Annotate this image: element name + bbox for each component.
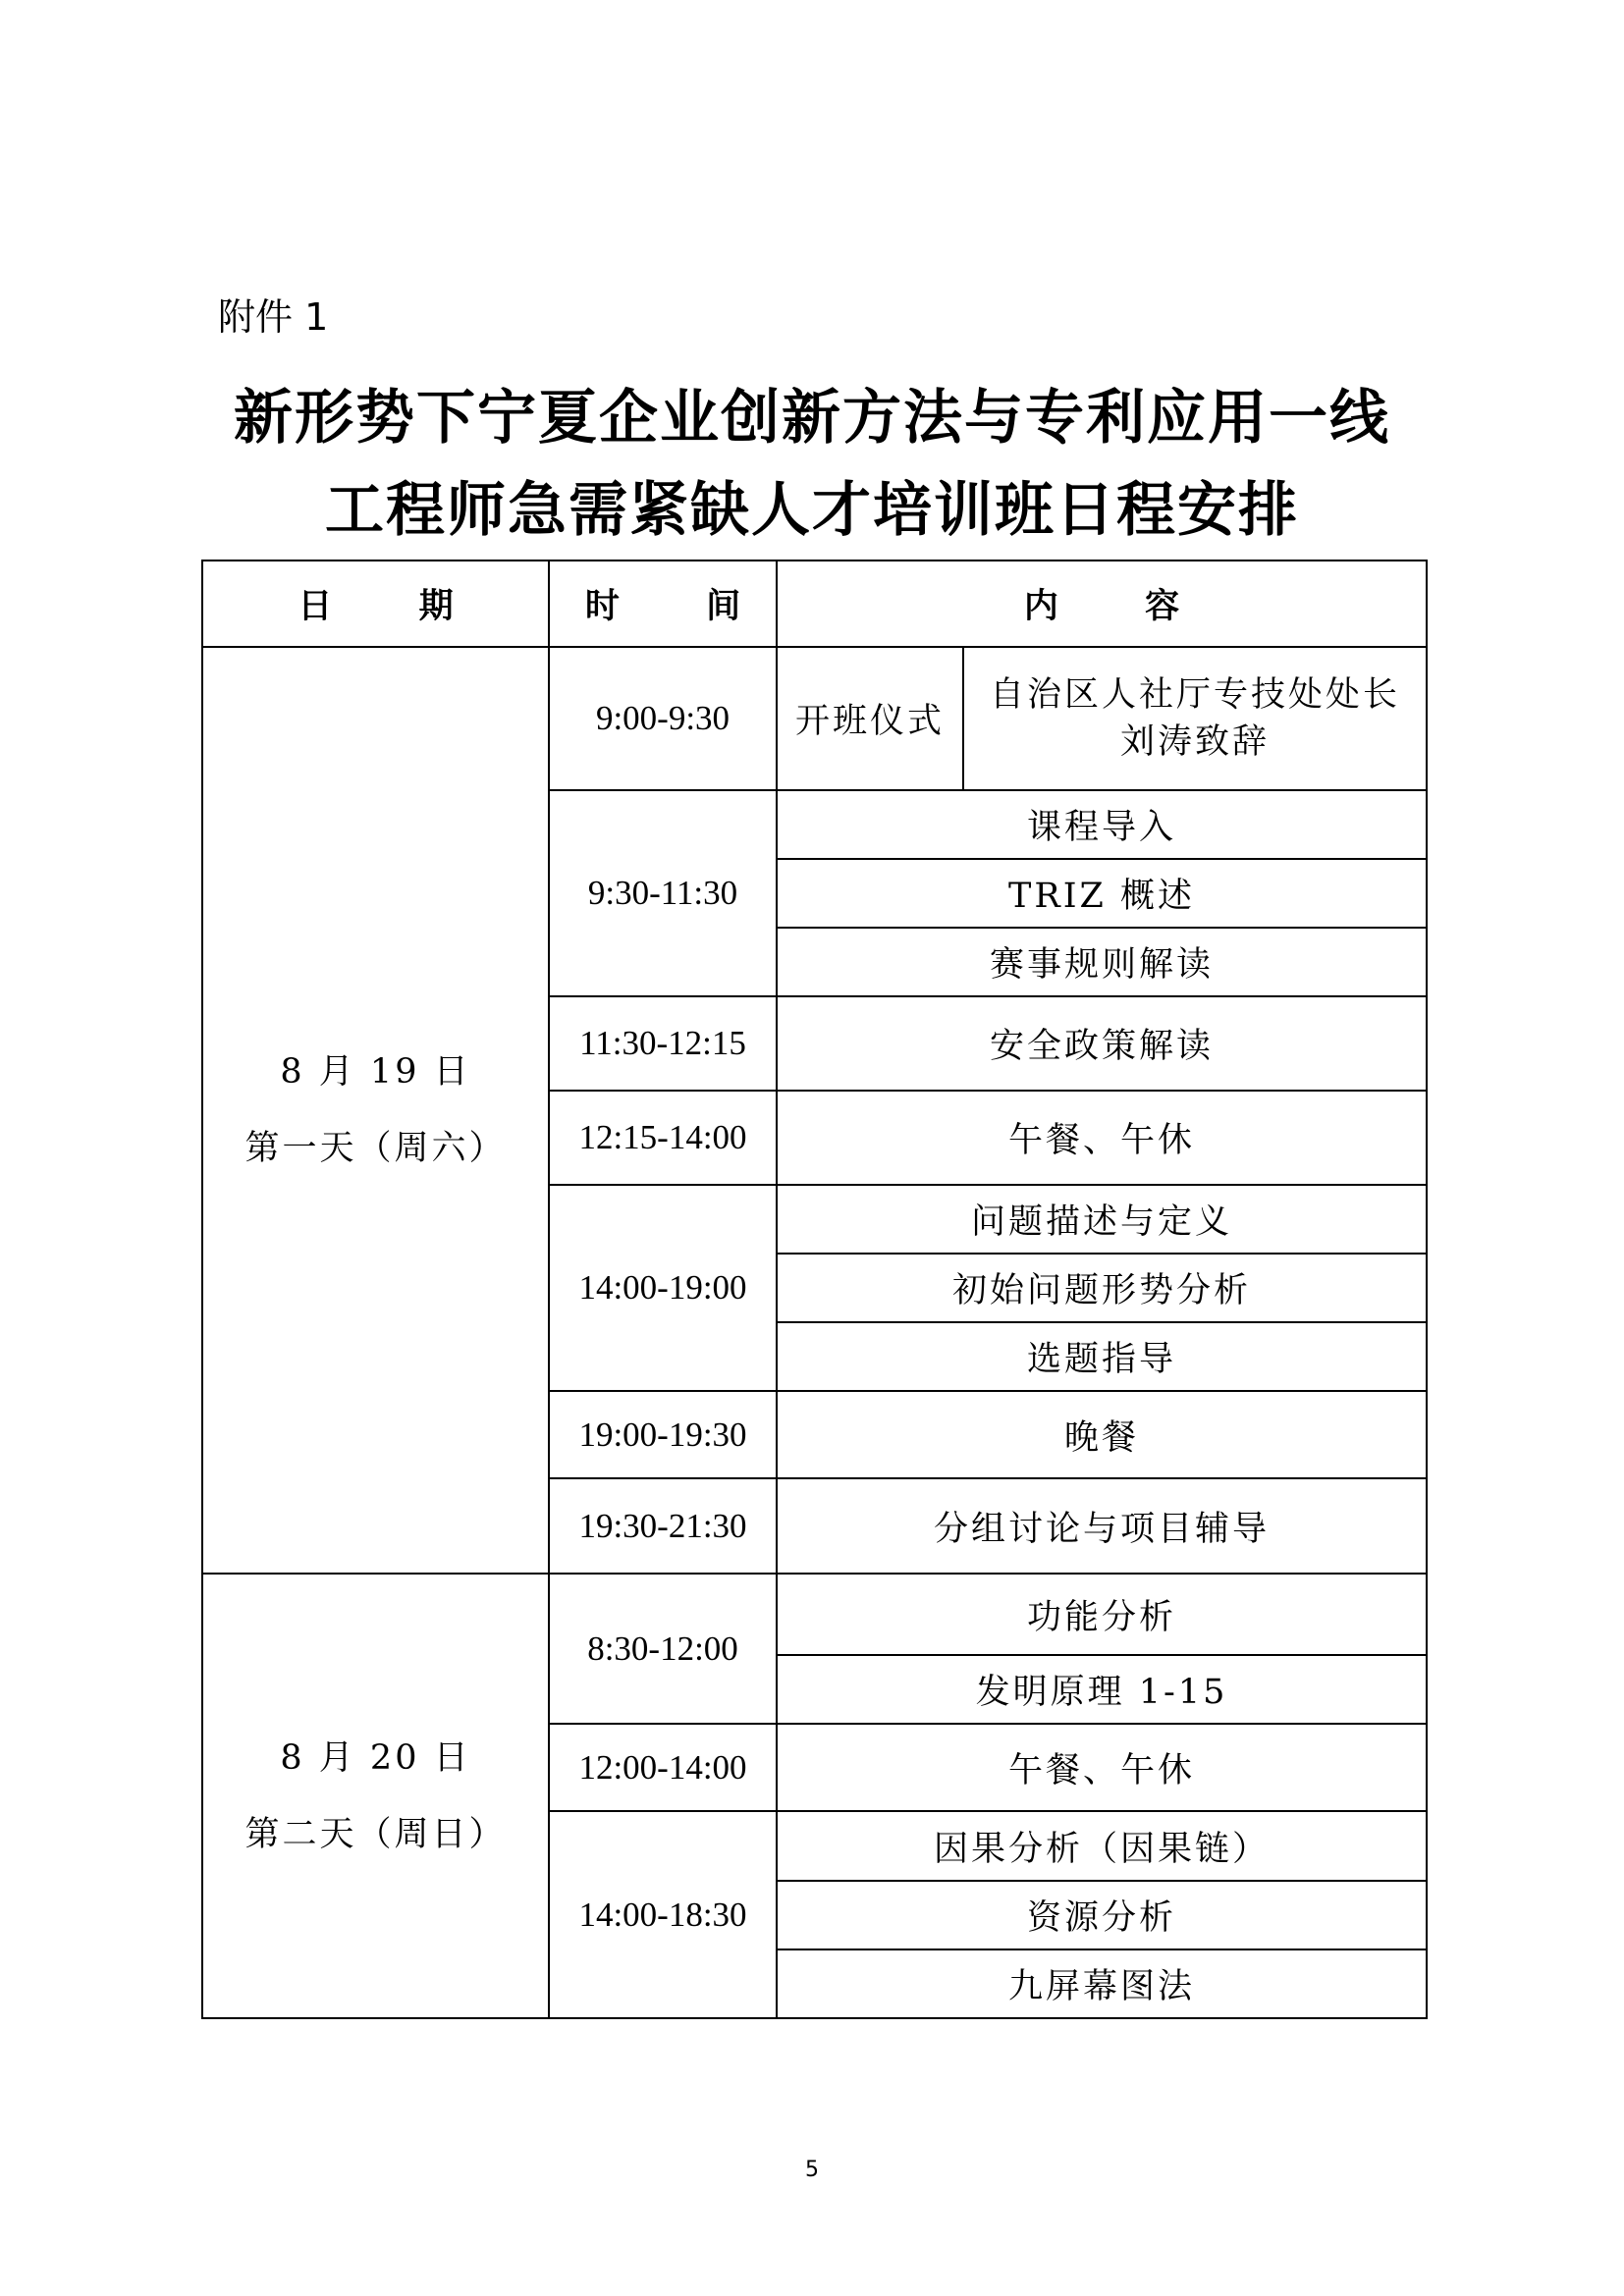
day2-date: 8 月 20 日: [280, 1737, 471, 1778]
day1-date-cell: [202, 647, 549, 1574]
time-cell: 9:30-11:30: [549, 790, 777, 996]
schedule-table: [201, 560, 1428, 2019]
time-cell: 12:00-14:00: [549, 1724, 777, 1811]
day1-date: 8 月 19 日: [280, 1052, 471, 1092]
content-cell: 九屏幕图法: [777, 1949, 1427, 2018]
page-title-line-1: 新形势下宁夏企业创新方法与专利应用一线: [234, 384, 1390, 453]
content-cell: 午餐、午休: [777, 1724, 1427, 1811]
content-cell: 选题指导: [777, 1322, 1427, 1391]
page-number: 5: [805, 2158, 819, 2182]
day2-date-cell: [202, 1574, 549, 2018]
speaker-line-1: 自治区人社厅专技处处长: [989, 675, 1400, 715]
time-cell: 8:30-12:00: [549, 1574, 777, 1724]
time-cell: 19:00-19:30: [549, 1391, 777, 1478]
content-cell: 问题描述与定义: [777, 1185, 1427, 1254]
ceremony-cell: 开班仪式: [777, 647, 963, 790]
content-cell: 因果分析（因果链）: [777, 1811, 1427, 1881]
header-date: 日 期: [202, 561, 549, 647]
content-cell: TRIZ 概述: [777, 859, 1427, 928]
table-row: [202, 1574, 1427, 1655]
table-header-row: [202, 561, 1427, 647]
attachment-label: 附件 1: [218, 295, 329, 339]
speaker-line-2: 刘涛致辞: [1119, 722, 1270, 762]
content-cell: 功能分析: [777, 1574, 1427, 1655]
content-cell: 分组讨论与项目辅导: [777, 1478, 1427, 1574]
content-cell: 赛事规则解读: [777, 928, 1427, 996]
content-cell: 资源分析: [777, 1881, 1427, 1949]
speaker-cell: [963, 647, 1427, 790]
time-cell: 9:00-9:30: [549, 647, 777, 790]
time-cell: 19:30-21:30: [549, 1478, 777, 1574]
time-cell: 14:00-18:30: [549, 1811, 777, 2018]
content-cell: 晚餐: [777, 1391, 1427, 1478]
time-cell: 14:00-19:00: [549, 1185, 777, 1391]
day2-weekday: 第二天（周日）: [244, 1814, 507, 1854]
content-cell: 午餐、午休: [777, 1091, 1427, 1185]
time-cell: 11:30-12:15: [549, 996, 777, 1091]
time-cell: 12:15-14:00: [549, 1091, 777, 1185]
page-title-line-2: 工程师急需紧缺人才培训班日程安排: [325, 476, 1299, 545]
header-content: 内 容: [777, 561, 1427, 647]
table-row: [202, 647, 1427, 790]
content-cell: 安全政策解读: [777, 996, 1427, 1091]
content-cell: 初始问题形势分析: [777, 1254, 1427, 1322]
content-cell: 发明原理 1-15: [777, 1655, 1427, 1724]
content-cell: 课程导入: [777, 790, 1427, 859]
day1-weekday: 第一天（周六）: [244, 1129, 507, 1168]
header-time: 时 间: [549, 561, 777, 647]
